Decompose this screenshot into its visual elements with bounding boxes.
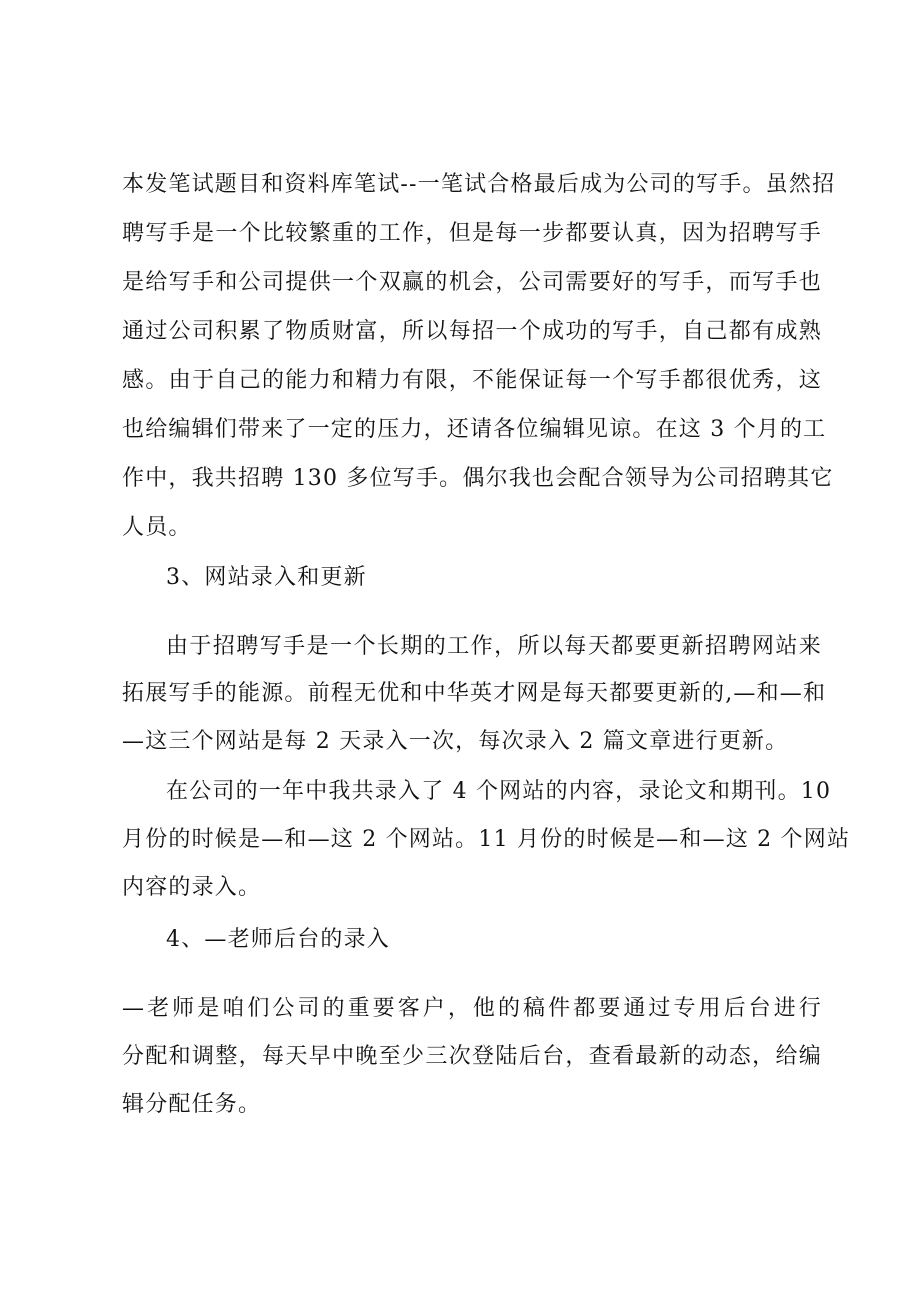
paragraph-line: 在公司的一年中我共录入了 4 个网站的内容，录论文和期刊。10 [166,779,832,804]
paragraph-line: 也给编辑们带来了一定的压力，还请各位编辑见谅。在这 3 个月的工 [122,417,827,442]
paragraph-line: 感。由于自己的能力和精力有限，不能保证每一个写手都很优秀，这 [122,368,822,393]
paragraph-line: 辑分配任务。 [122,1092,262,1117]
paragraph-line: 聘写手是一个比较繁重的工作，但是每一步都要认真，因为招聘写手 [122,221,822,246]
paragraph-line: 拓展写手的能源。前程无优和中华英才网是每天都要更新的,—和—和 [122,681,827,706]
paragraph-line: 月份的时候是—和—这 2 个网站。11 月份的时候是—和—这 2 个网站 [122,827,851,852]
paragraph-line: 由于招聘写手是一个长期的工作，所以每天都要更新招聘网站来 [166,634,822,659]
section-heading: 3、网站录入和更新 [166,565,367,590]
paragraph-line: —这三个网站是每 2 天录入一次，每次录入 2 篇文章进行更新。 [122,729,789,754]
paragraph-line: 是给写手和公司提供一个双赢的机会，公司需要好的写手，而写手也 [122,270,822,295]
section-heading: 4、—老师后台的录入 [166,927,390,952]
paragraph-line: 人员。 [122,515,192,540]
paragraph-line: 分配和调整，每天早中晚至少三次登陆后台，查看最新的动态，给编 [122,1044,822,1069]
paragraph-line: 本发笔试题目和资料库笔试--一笔试合格最后成为公司的写手。虽然招 [122,172,836,197]
paragraph-line: 内容的录入。 [122,875,262,900]
paragraph-line: —老师是咱们公司的重要客户，他的稿件都要通过专用后台进行 [122,996,822,1021]
paragraph-line: 作中，我共招聘 130 多位写手。偶尔我也会配合领导为公司招聘其它 [122,466,834,491]
paragraph-line: 通过公司积累了物质财富，所以每招一个成功的写手，自己都有成熟 [122,319,822,344]
